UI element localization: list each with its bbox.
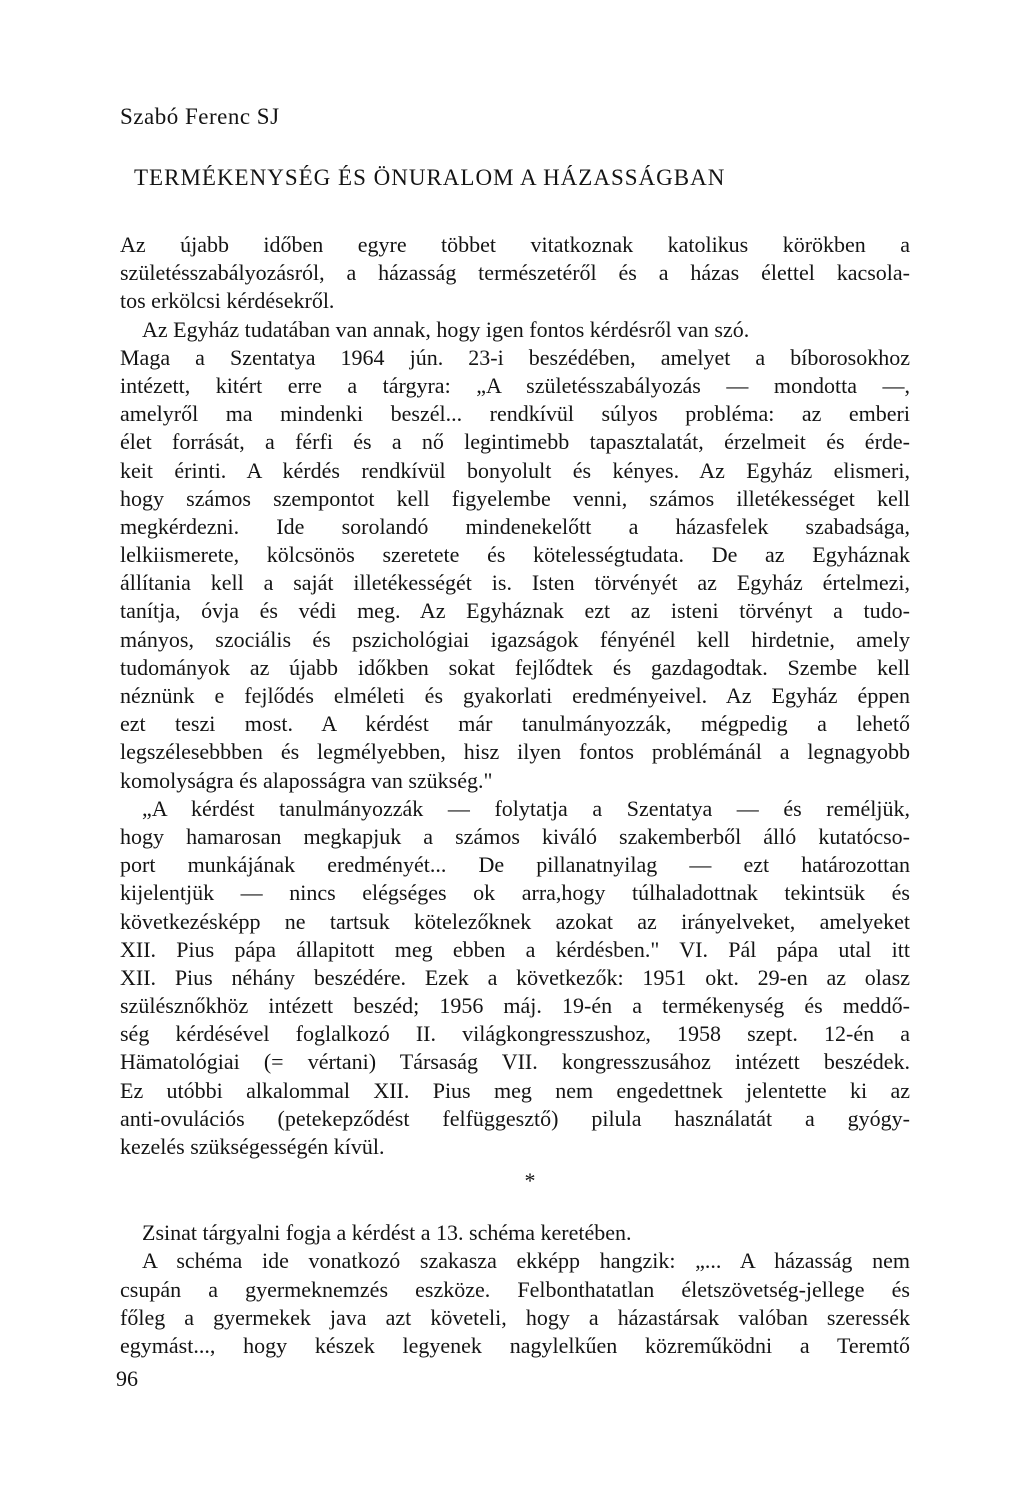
page-number: 96	[116, 1366, 138, 1391]
text-line: Maga a Szentatya 1964 jún. 23-i beszédében, amelyet a bíborosokhoz	[120, 344, 910, 370]
text-line: Az újabb időben egyre többet vitatkoznak katolikus körökben a	[120, 232, 910, 257]
text-line: A schéma ide vonatkozó szakasza ekképp hangzik: „... A házasság nem	[142, 1248, 910, 1274]
text-line: megkérdezni. Ide sorolandó mindenekelőtt a házasfelek szabadsága,	[120, 513, 910, 539]
text-line: néznünk e fejlődés elméleti és gyakorlati eredményeivel. Az Egyház éppen	[120, 683, 910, 708]
text-line: lelkiismerete, kölcsönös szeretete és kötelességtudata. De az Egyháznak	[120, 542, 910, 568]
text-line: tanítja, óvja és védi meg. Az Egyháznak ezt az isteni törvényt a tudo-	[120, 598, 910, 624]
article-title: TERMÉKENYSÉG ÉS ÖNURALOM A HÁZASSÁGBAN	[134, 165, 726, 190]
text-line: Ez utóbbi alkalommal XII. Pius meg nem engedettnek jelentette ki az	[120, 1077, 910, 1103]
text-line: állítania kell a saját illetékességét is. Isten törvényét az Egyház értelmezi,	[120, 570, 910, 596]
text-line: komolyságra és alaposságra van szükség."	[120, 767, 493, 793]
text-line: Zsinat tárgyalni fogja a kérdést a 13. schéma keretében.	[142, 1220, 632, 1246]
text-line: XII. Pius pápa állapitott meg ebben a kérdésben." VI. Pál pápa utal itt	[120, 936, 910, 962]
text-line: amelyről ma mindenki beszél... rendkívül súlyos probléma: az emberi	[120, 401, 910, 427]
author-line: Szabó Ferenc SJ	[120, 104, 280, 129]
text-line: hogy hamarosan megkapjuk a számos kiváló szakemberből álló kutatócso-	[120, 823, 910, 849]
text-line: „A kérdést tanulmányozzák — folytatja a Szentatya — és reméljük,	[142, 795, 910, 821]
text-line: mányos, szociális és pszichológiai igazságok fényénél kell hirdetnie, amely	[120, 626, 910, 652]
text-line: egymást..., hogy készek legyenek nagylelkűen közreműködni a Teremtő	[120, 1332, 910, 1358]
text-line: hogy számos szempontot kell figyelembe venni, számos illetékességet kell	[120, 485, 910, 511]
text-line: következésképp ne tartsuk kötelezőknek azokat az irányelveket, amelyeket	[120, 908, 910, 934]
spacer	[120, 1197, 910, 1219]
page-content	[120, 100, 910, 1360]
text-line: ség kérdésével foglalkozó II. világkongresszushoz, 1958 szept. 12-én a	[120, 1021, 910, 1047]
text-line: Az Egyház tudatában van annak, hogy igen fontos kérdésről van szó.	[142, 316, 750, 342]
text-line: keit érinti. A kérdés rendkívül bonyolult és kényes. Az Egyház elismeri,	[120, 457, 910, 483]
text-line: Hämatológiai (= vértani) Társaság VII. kongresszusához intézett beszédek.	[120, 1049, 910, 1075]
text-line: port munkájának eredményét... De pillanatnyilag — ezt határozottan	[120, 852, 910, 878]
text-line: születésszabályozásról, a házasság természetéről és a házas élettel kacsola-	[120, 260, 910, 286]
section-separator: *	[524, 1168, 536, 1194]
text-line: tudományok az újabb időkben sokat fejlődtek és gazdagodtak. Szembe kell	[120, 654, 910, 680]
text-line: intézett, kitért erre a tárgyra: „A születésszabályozás — mondotta —,	[120, 372, 910, 398]
text-line: legszélesebbben és legmélyebben, hisz ilyen fontos problémánál a legnagyobb	[120, 739, 910, 765]
text-line: ezt teszi most. A kérdést már tanulmányozzák, mégpedig a lehető	[120, 711, 910, 737]
text-line: anti-ovulációs (petekepződést felfüggesztő) pilula használatát a gyógy-	[120, 1105, 910, 1131]
text-line: tos erkölcsi kérdésekről.	[120, 288, 335, 314]
text-line: főleg a gyermekek java azt követeli, hogy a házastársak valóban szeressék	[120, 1304, 910, 1330]
text-line: kezelés szükségességén kívül.	[120, 1134, 385, 1159]
text-line: kijelentjük — nincs elégséges ok arra,hogy túlhaladottnak tekintsük és	[120, 880, 910, 906]
text-line: élet forrását, a férfi és a nő legintimebb tapasztalatát, érzelmeit és érde-	[120, 429, 910, 455]
text-line: csupán a gyermeknemzés eszköze. Felbonthatatlan életszövetség-jellege és	[120, 1276, 910, 1302]
text-line: XII. Pius néhány beszédére. Ezek a következők: 1951 okt. 29-en az olasz	[120, 964, 910, 990]
text-line: szülésznőkhöz intézett beszéd; 1956 máj. 19-én a termékenység és meddő-	[120, 993, 910, 1019]
body-text	[120, 231, 910, 1360]
